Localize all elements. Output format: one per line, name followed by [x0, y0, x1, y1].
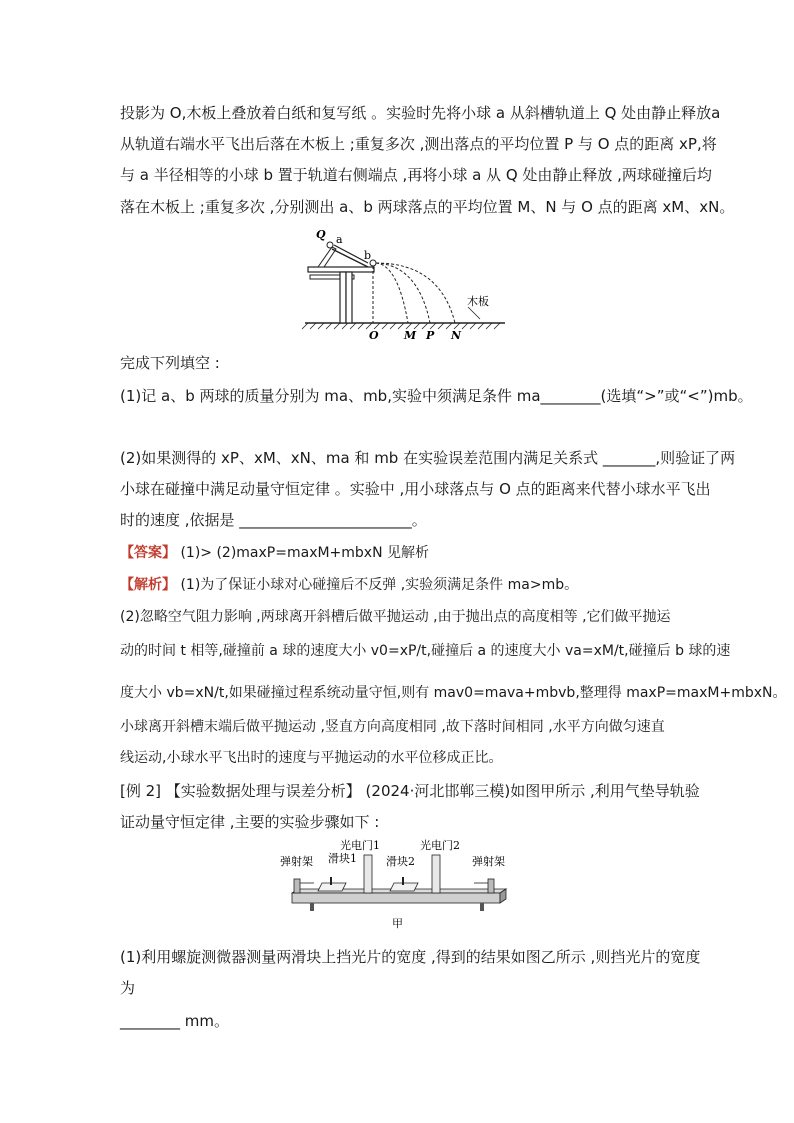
label-slider2: 滑块2	[386, 855, 415, 868]
analysis-line-2: (2)忽略空气阻力影响 ,两球离开斜槽后做平抛运动 ,由于抛出点的高度相等 ,它们做平抛运	[120, 609, 671, 625]
analysis-text-1: (1)为了保证小球对心碰撞后不反弹 ,实验须满足条件 ma>mb。	[180, 577, 579, 593]
analysis-line-4: 度大小 vb=xN/t,如果碰撞过程系统动量守恒,则有 mav0=mava+mbvb,整理得 maxP=maxM+mbxN。	[120, 685, 787, 701]
label-m: M	[404, 329, 417, 342]
label-board: 木板	[467, 295, 489, 308]
label-n: N	[451, 329, 462, 342]
answer-tag: 【答案】	[120, 545, 176, 561]
question-2-line-3: 时的速度 ,依据是 _______________________。	[120, 511, 427, 529]
label-a: a	[336, 233, 343, 246]
question-3-line-1: (1)利用螺旋测微器测量两滑块上挡光片的宽度 ,得到的结果如图乙所示 ,则挡光片的宽度	[120, 948, 701, 966]
label-gate2: 光电门2	[420, 839, 460, 852]
label-gate1: 光电门1	[340, 839, 380, 852]
label-o: O	[369, 329, 379, 342]
label-spring-right: 弹射架	[472, 855, 505, 868]
intro-line-2: 从轨道右端水平飞出后落在木板上 ;重复多次 ,测出落点的平均位置 P 与 O 点的距离 xP,将	[120, 135, 717, 153]
analysis-line-5: 小球离开斜槽末端后做平抛运动 ,竖直方向高度相同 ,故下落时间相同 ,水平方向做匀速直	[120, 719, 665, 735]
analysis-tag: 【解析】	[120, 577, 176, 593]
question-3-line-3: ________ mm。	[120, 1012, 229, 1030]
question-2-line-2: 小球在碰撞中满足动量守恒定律 。实验中 ,用小球落点与 O 点的距离来代替小球水平飞出	[120, 480, 711, 498]
analysis-line-1	[120, 574, 578, 594]
answer-text: (1)> (2)maxP=maxM+mbxN 见解析	[180, 545, 430, 561]
analysis-line-6: 线运动,小球水平飞出时的速度与平抛运动的水平位移成正比。	[120, 750, 503, 766]
question-1: (1)记 a、b 两球的质量分别为 ma、mb,实验中须满足条件 ma________(选填“>”或“<”)mb。	[120, 387, 753, 405]
question-3-line-2: 为	[120, 979, 136, 997]
example2-line-1: [例 2] 【实验数据处理与误差分析】 (2024·河北邯郸三模)如图甲所示 ,利用气垫导轨验	[120, 782, 700, 800]
intro-line-4: 落在木板上 ;重复多次 ,分别测出 a、b 两球落点的平均位置 M、N 与 O 点的距离 xM、xN。	[120, 198, 735, 216]
fill-intro: 完成下列填空 :	[120, 354, 220, 372]
intro-line-3: 与 a 半径相等的小球 b 置于轨道右侧端点 ,再将小球 a 从 Q 处由静止释放 ,两球碰撞后均	[120, 166, 712, 184]
label-slider1: 滑块1	[328, 852, 357, 865]
analysis-line-3: 动的时间 t 相等,碰撞前 a 球的速度大小 v0=xP/t,碰撞后 a 的速度大小 va=xM/t,碰撞后 b 球的速	[120, 643, 731, 659]
label-q: Q	[316, 228, 326, 241]
answer-block	[120, 542, 429, 562]
figure-caption: 甲	[392, 917, 403, 930]
label-p: P	[426, 329, 435, 342]
label-spring-left: 弹射架	[280, 855, 313, 868]
example2-line-2: 证动量守恒定律 ,主要的实验步骤如下 :	[120, 813, 380, 831]
question-2-line-1: (2)如果测得的 xP、xM、xN、ma 和 mb 在实验误差范围内满足关系式 _______,则验证了两	[120, 449, 736, 467]
label-b: b	[364, 249, 372, 262]
intro-line-1: 投影为 O,木板上叠放着白纸和复写纸 。实验时先将小球 a 从斜槽轨道上 Q 处由静止释放a	[120, 104, 721, 122]
